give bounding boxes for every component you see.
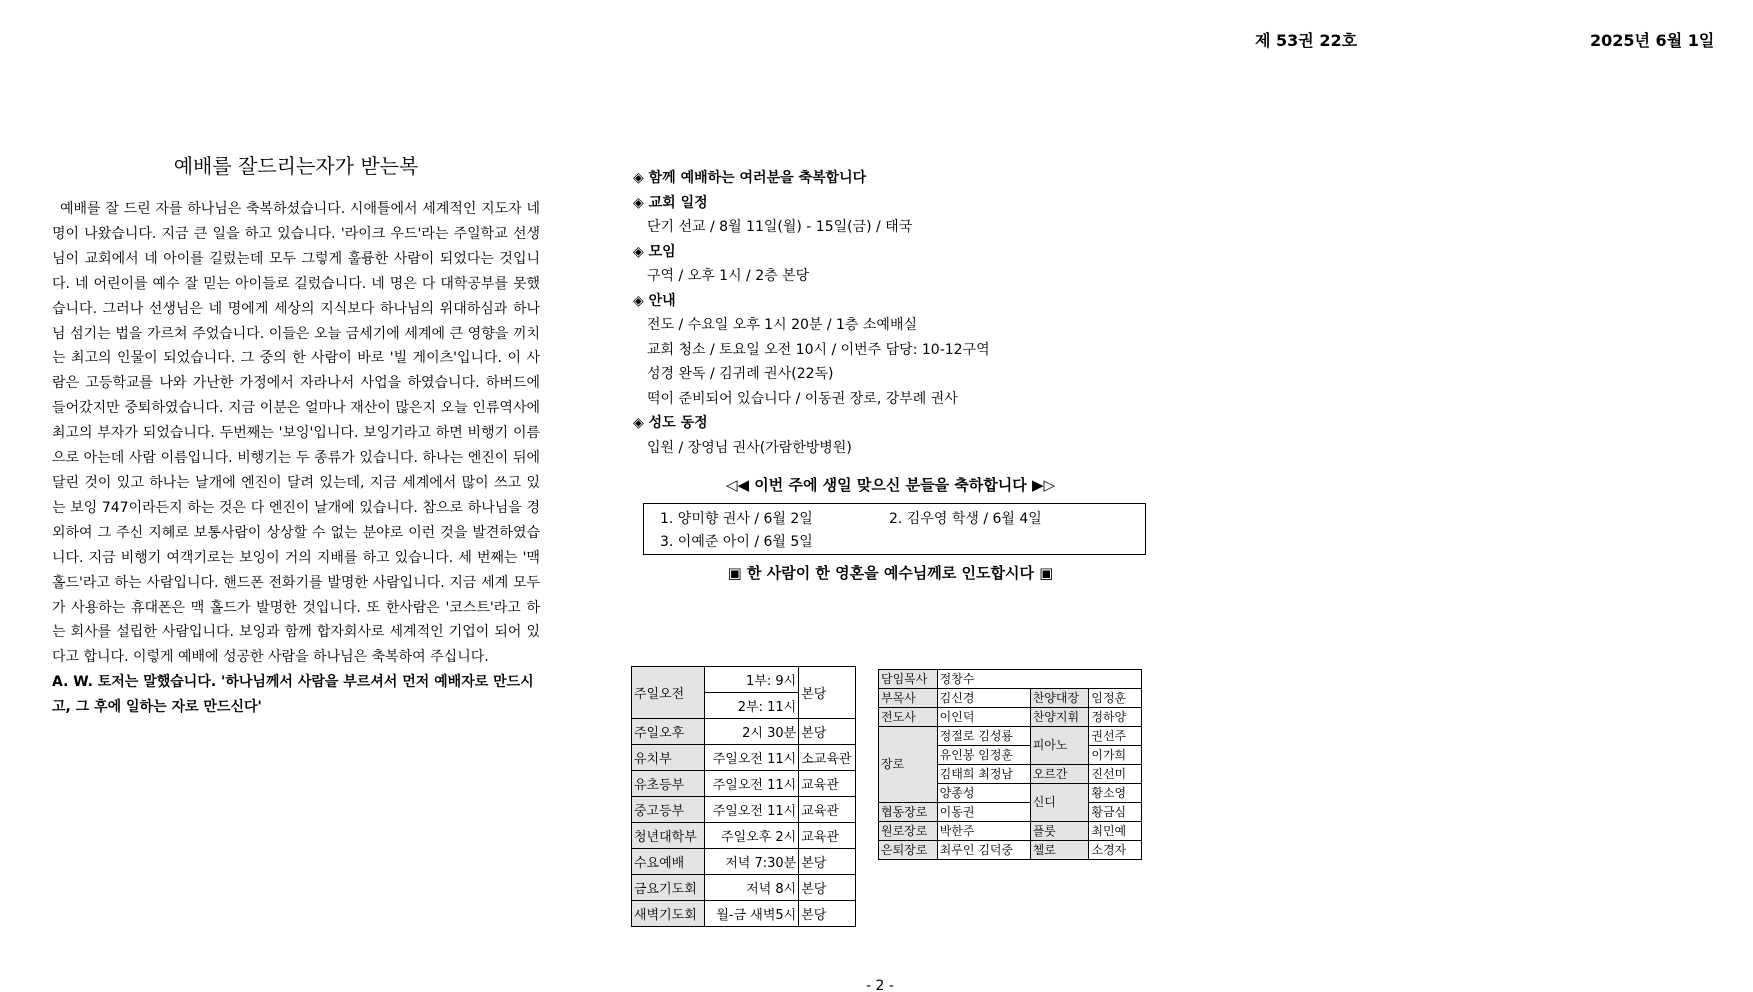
bulletin-date: 2025년 6월 1일 — [1590, 31, 1715, 50]
news-line: 입원 / 장영님 권사(가람한방병원) — [647, 439, 852, 456]
service-place: 본당 — [799, 719, 856, 745]
staff-name: 김태희 최정남 — [937, 765, 1030, 784]
news-line: 전도 / 수요일 오후 1시 20분 / 1층 소예배실 — [647, 317, 917, 333]
service-name: 유치부 — [632, 745, 705, 771]
service-place: 교육관 — [799, 771, 856, 797]
service-time: 1부: 9시 — [704, 667, 798, 693]
staff-role: 협동장로 — [879, 803, 938, 822]
news-line: 떡이 준비되어 있습니다 / 이동권 장로, 강부례 권사 — [647, 390, 958, 407]
service-name: 주일오후 — [632, 719, 705, 745]
news-line: 교회 청소 / 토요일 오전 10시 / 이번주 담당: 10-12구역 — [647, 341, 990, 358]
welcome-heading: ◈ 함께 예배하는 여러분을 축복합니다 — [633, 170, 867, 186]
staff-role: 찬양대장 — [1030, 689, 1089, 708]
staff-name: 유인봉 임정훈 — [937, 746, 1030, 765]
birthday-box — [643, 503, 1146, 555]
staff-role: 찬양지휘 — [1030, 708, 1089, 727]
news-heading-members: ◈ 성도 동정 — [633, 415, 708, 431]
staff-name: 정창수 — [937, 670, 1141, 689]
service-place: 본당 — [799, 901, 856, 927]
service-place: 소교육관 — [799, 745, 856, 771]
staff-name: 양종성 — [937, 784, 1030, 803]
service-name: 수요예배 — [632, 849, 705, 875]
service-name: 새벽기도회 — [632, 901, 705, 927]
service-place: 교육관 — [799, 797, 856, 823]
staff-name: 박한주 — [937, 822, 1030, 841]
table-row — [632, 667, 856, 693]
staff-role: 오르간 — [1030, 765, 1089, 784]
service-name: 청년대학부 — [632, 823, 705, 849]
service-time: 주일오전 11시 — [704, 745, 798, 771]
table-row — [879, 822, 1142, 841]
service-time: 월-금 새벽5시 — [704, 901, 798, 927]
service-time: 저녁 7:30분 — [704, 849, 798, 875]
service-time: 2부: 11시 — [704, 693, 798, 719]
staff-name: 임정훈 — [1089, 689, 1142, 708]
staff-name: 최루인 김덕중 — [937, 841, 1030, 860]
church-motto: ▣ 한 사람이 한 영혼을 예수님께로 인도합시다 ▣ — [727, 564, 1054, 582]
staff-role: 은퇴장로 — [879, 841, 938, 860]
table-row — [879, 841, 1142, 860]
table-row — [632, 797, 856, 823]
service-time: 주일오후 2시 — [704, 823, 798, 849]
birthday-title: ◁◀ 이번 주에 생일 맞으신 분들을 축하합니다 ▶▷ — [725, 476, 1056, 494]
sermon-column — [52, 150, 540, 720]
staff-name: 김신경 — [937, 689, 1030, 708]
table-row — [632, 823, 856, 849]
service-place: 교육관 — [799, 823, 856, 849]
news-line: 단기 선교 / 8월 11일(월) - 15일(금) / 태국 — [647, 219, 913, 235]
staff-name: 최민예 — [1089, 822, 1142, 841]
staff-role: 담임목사 — [879, 670, 938, 689]
service-name: 주일오전 — [632, 667, 705, 719]
staff-name: 이가희 — [1089, 746, 1142, 765]
staff-role: 전도사 — [879, 708, 938, 727]
staff-name: 황소영 — [1089, 784, 1142, 803]
staff-role: 첼로 — [1030, 841, 1089, 860]
service-name: 금요기도회 — [632, 875, 705, 901]
service-name: 유초등부 — [632, 771, 705, 797]
staff-name: 황금심 — [1089, 803, 1142, 822]
staff-name: 정절로 김성룡 — [937, 727, 1030, 746]
service-place: 본당 — [799, 849, 856, 875]
church-news — [633, 166, 1153, 460]
table-row — [879, 670, 1142, 689]
staff-name: 이동권 — [937, 803, 1030, 822]
service-time: 주일오전 11시 — [704, 771, 798, 797]
staff-role: 신디 — [1030, 784, 1089, 822]
news-line: 구역 / 오후 1시 / 2층 본당 — [647, 268, 810, 284]
staff-name: 권선주 — [1089, 727, 1142, 746]
page-number: - 2 - — [866, 978, 894, 992]
news-line: 성경 완독 / 김귀례 권사(22독) — [647, 366, 834, 382]
service-place: 본당 — [799, 667, 856, 719]
table-row — [879, 708, 1142, 727]
staff-name: 진선미 — [1089, 765, 1142, 784]
news-heading-guide: ◈ 안내 — [633, 292, 676, 309]
staff-role: 원로장로 — [879, 822, 938, 841]
service-time: 2시 30분 — [704, 719, 798, 745]
birthday-entry: 1. 양미향 권사 / 6월 2일 — [660, 511, 813, 527]
table-row — [632, 901, 856, 927]
news-heading-schedule: ◈ 교회 일정 — [633, 194, 708, 211]
volume-issue: 제 53권 22호 — [1255, 31, 1358, 50]
table-row — [879, 803, 1142, 822]
table-row — [879, 727, 1142, 746]
worship-schedule-table — [631, 666, 856, 927]
news-heading-meeting: ◈ 모임 — [633, 243, 676, 260]
staff-name: 소경자 — [1089, 841, 1142, 860]
staff-name: 이인덕 — [937, 708, 1030, 727]
staff-name: 정하양 — [1089, 708, 1142, 727]
staff-role: 부목사 — [879, 689, 938, 708]
staff-role: 피아노 — [1030, 727, 1089, 765]
table-row — [632, 849, 856, 875]
sermon-quote: A. W. 토저는 말했습니다. '하나님께서 사람을 부르셔서 먼저 예배자로 만드시고, 그 후에 일하는 자로 만드신다' — [52, 674, 534, 716]
table-row — [879, 689, 1142, 708]
staff-role: 플룻 — [1030, 822, 1089, 841]
staff-role: 장로 — [879, 727, 938, 803]
table-row — [632, 745, 856, 771]
table-row — [632, 771, 856, 797]
sermon-body: 예배를 잘 드린 자를 하나님은 축복하셨습니다. 시애틀에서 세계적인 지도자 네 명이 나왔습니다. 지금 큰 일을 하고 있습니다. '라이크 우드'라는 주일학교 선생님이 교회에서 네 아이를 길렀는데 모두 그렇게 훌륭한 사람이 되었다는 것입니다. 네 어린이를 예수 잘 믿는 아이들로 길렀습니다. 네 명은 다 대학공부를 못했습니다. 그러나 선생님은 네 명에게 세상의 지식보다 하나님의 위대하심과 하나님 섬기는 법을 가르쳐 주었습니다. 이들은 오늘 금세기에 세계에 큰 영향을 끼치는 최고의 인물이 되었습니다. 그 중의 한 사람이 바로 '빌 게이츠'입니다. 이 사람은 고등학교를 나와 가난한 가정에서 자라나서 사업을 하였습니다. 하버드에 들어갔지만 중퇴하였습니다. 지금 이분은 얼마나 재산이 많은지 오늘 인류역사에 최고의 부자가 되었습니다. 두번째는 '보잉'입니다. 보잉기라고 하면 비행기 이름으로 아는데 사람 이름입니다. 비행기는 두 종류가 있습니다. 하나는 엔진이 뒤에 달린 것이 있고 하나는 날개에 엔진이 달려 있는데, 지금 세계에서 많이 쓰고 있는 보잉 747이라든지 하는 것은 다 엔진이 날개에 있습니다. 참으로 하나님을 경외하여 그 주신 지혜로 보통사람이 상상할 수 없는 분야로 이런 것을 발견하였습니다. 지금 비행기 여객기로는 보잉이 거의 지배를 하고 있습니다. 세 번째는 '맥 홀드'라고 하는 사람입니다. 핸드폰 전화기를 발명한 사람입니다. 지금 세계 모두가 사용하는 휴대폰은 맥 홀드가 발명한 것입니다. 또 한사람은 '코스트'라고 하는 회사를 설립한 사람입니다. 보잉과 함께 합자회사로 세계적인 기업이 되어 있다고 합니다. 이렇게 예배에 성공한 사람을 하나님은 축복하여 주십니다. — [52, 201, 540, 666]
birthday-entry: 3. 이예준 아이 / 6월 5일 — [660, 534, 813, 550]
birthday-entry: 2. 김우영 학생 / 6월 4일 — [889, 511, 1042, 527]
table-row — [632, 719, 856, 745]
service-place: 본당 — [799, 875, 856, 901]
service-name: 중고등부 — [632, 797, 705, 823]
service-time: 주일오전 11시 — [704, 797, 798, 823]
sermon-title: 예배를 잘드리는자가 받는복 — [173, 154, 419, 178]
service-time: 저녁 8시 — [704, 875, 798, 901]
table-row — [632, 875, 856, 901]
church-staff-table — [878, 669, 1142, 860]
